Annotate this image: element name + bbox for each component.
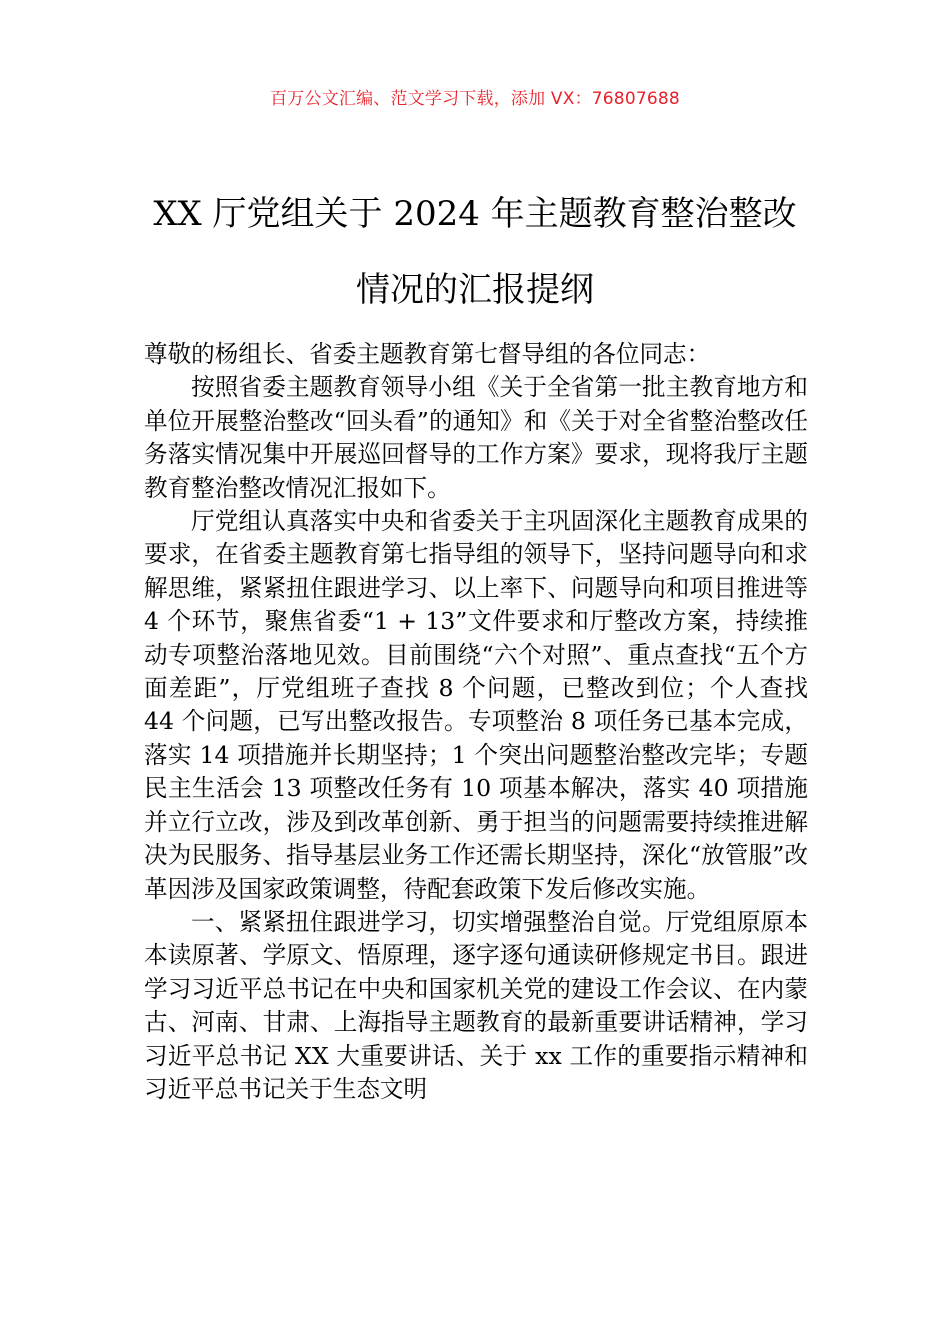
document-title bbox=[100, 176, 850, 328]
title-line-1: XX 厅党组关于 2024 年主题教育整治整改 bbox=[153, 194, 797, 234]
title-line-2: 情况的汇报提纲 bbox=[356, 270, 594, 310]
paragraph-summary: 厅党组认真落实中央和省委关于主巩固深化主题教育成果的要求，在省委主题教育第七指导组的领导下，坚持问题导向和求解思维，紧紧扭住跟进学习、以上率下、问题导向和项目推进等 4 个环节，聚焦省委“1 + 13”文件要求和厅整改方案，持续推动专项整治落地见效。目前围绕“六个对照”、重点查找“五个方面差距”，厅党组班子查找 8 个问题，已整改到位；个人查找 44 个问题，已写出整改报告。专项整治 8 项任务已基本完成，落实 14 项措施并长期坚持；1 个突出问题整治整改完毕；专题民主生活会 13 项整改任务有 10 项基本解决，落实 40 项措施并立行立改，涉及到改革创新、勇于担当的问题需要持续推进解决为民服务、指导基层业务工作还需长期坚持，深化“放管服”改革因涉及国家政策调整，待配套政策下发后修改实施。 bbox=[144, 507, 808, 903]
header-note: 百万公文汇编、范文学习下载，添加 VX：76807688 bbox=[270, 89, 680, 109]
salutation: 尊敬的杨组长、省委主题教育第七督导组的各位同志： bbox=[144, 340, 711, 368]
document-body bbox=[144, 338, 808, 1106]
paragraph-intro: 按照省委主题教育领导小组《关于全省第一批主教育地方和单位开展整治整改“回头看”的通知》和《关于对全省整治整改任务落实情况集中开展巡回督导的工作方案》要求，现将我厅主题教育整治整改情况汇报如下。 bbox=[144, 373, 808, 502]
paragraph-section-1: 一、紧紧扭住跟进学习，切实增强整治自觉。厅党组原原本本读原著、学原文、悟原理，逐字逐句通读研修规定书目。跟进学习习近平总书记在中央和国家机关党的建设工作会议、在内蒙古、河南、甘肃、上海指导主题教育的最新重要讲话精神，学习习近平总书记 XX 大重要讲话、关于 xx 工作的重要指示精神和习近平总书记关于生态文明 bbox=[144, 907, 808, 1103]
